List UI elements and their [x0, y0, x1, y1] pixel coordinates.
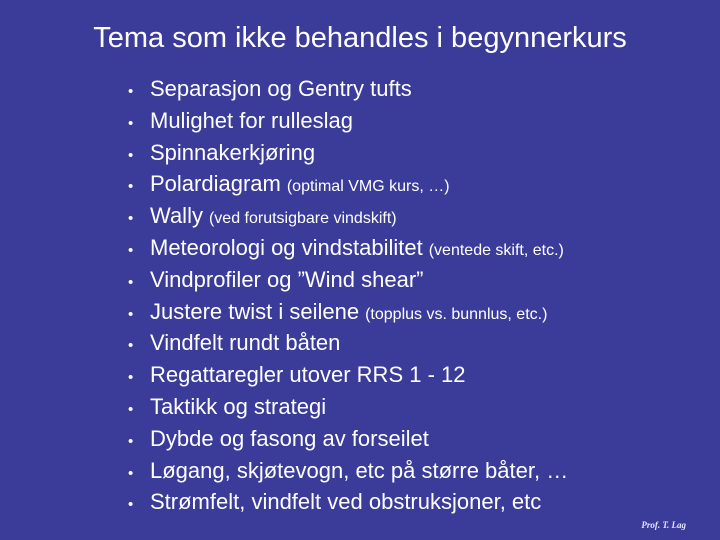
bullet-icon: •: [128, 210, 134, 228]
bullet-icon: •: [128, 273, 134, 291]
bullet-icon: •: [128, 305, 134, 323]
list-item: [128, 140, 574, 172]
bullet-icon: •: [128, 241, 134, 259]
list-item: [128, 426, 574, 458]
bullet-text: Vindfelt rundt båten: [150, 330, 341, 356]
bullet-icon: •: [128, 400, 134, 418]
bullet-text: Taktikk og strategi: [150, 393, 327, 419]
bullet-icon: •: [128, 114, 134, 132]
bullet-text: Spinnakerkjøring: [150, 139, 316, 165]
bullet-text: Wally: [150, 203, 203, 229]
bullet-icon: •: [128, 178, 134, 196]
slide-title: Tema som ikke behandles i begynnerkurs: [93, 22, 627, 54]
author-signature: Prof. T. Lag: [641, 520, 686, 530]
bullet-note: (ved forutsigbare vindskift): [208, 210, 397, 228]
bullet-icon: •: [128, 83, 134, 100]
bullet-list: [128, 76, 574, 521]
bullet-icon: •: [128, 337, 134, 355]
bullet-icon: •: [128, 369, 134, 387]
bullet-text: Dybde og fasong av forseilet: [150, 425, 429, 451]
bullet-text: Mulighet for rulleslag: [150, 107, 353, 133]
bullet-text: Meteorologi og vindstabilitet: [150, 234, 423, 260]
bullet-text: Polardiagram: [150, 171, 281, 197]
list-item: [128, 299, 574, 331]
bullet-note: (topplus vs. bunnlus, etc.): [365, 305, 548, 323]
bullet-text: Løgang, skjøtevogn, etc på større båter, …: [150, 457, 569, 483]
bullet-icon: •: [128, 146, 134, 164]
list-item: [128, 171, 574, 203]
list-item: [128, 394, 574, 426]
bullet-text: Separasjon og Gentry tufts: [150, 76, 412, 101]
list-item: [128, 108, 574, 140]
bullet-text: Vindprofiler og ”Wind shear”: [150, 266, 424, 292]
list-item: [128, 489, 574, 521]
bullet-icon: •: [128, 432, 134, 450]
list-item: [128, 362, 574, 394]
list-item: [128, 458, 574, 490]
bullet-note: (ventede skift, etc.): [428, 241, 564, 259]
list-item: [128, 235, 574, 267]
bullet-text: Justere twist i seilene: [150, 298, 360, 324]
list-item: [128, 267, 574, 299]
bullet-note: (optimal VMG kurs, …): [286, 178, 450, 196]
list-item: [128, 203, 574, 235]
bullet-text: Regattaregler utover RRS 1 - 12: [150, 362, 466, 388]
bullet-icon: •: [128, 496, 134, 514]
list-item: [128, 330, 574, 362]
bullet-text: Strømfelt, vindfelt ved obstruksjoner, etc: [150, 489, 542, 515]
list-item: [128, 76, 574, 108]
bullet-icon: •: [128, 464, 134, 482]
